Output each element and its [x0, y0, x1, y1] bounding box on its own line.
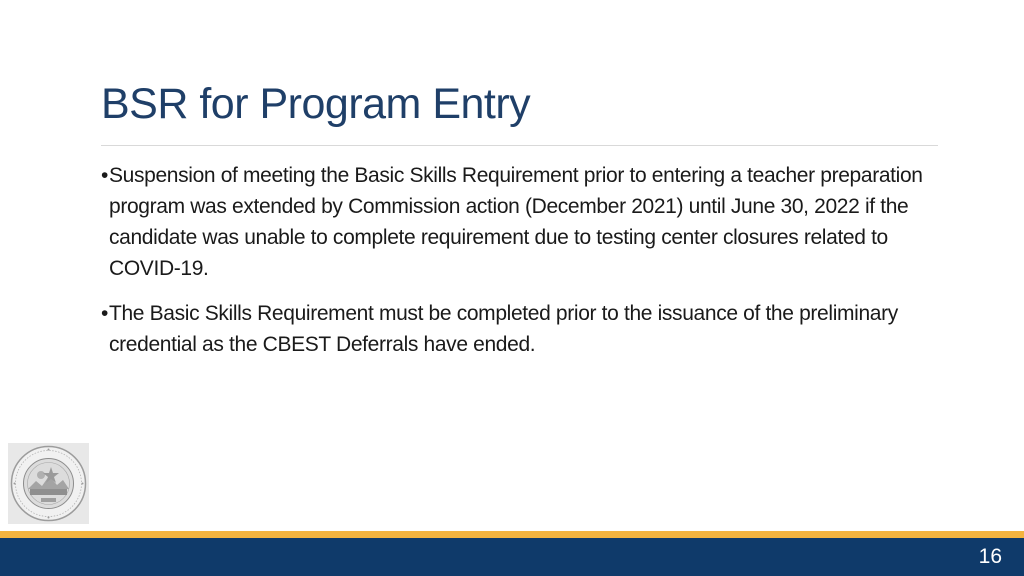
title-divider: [101, 145, 938, 146]
page-number: 16: [978, 545, 1002, 568]
slide-title: BSR for Program Entry: [101, 80, 531, 128]
footer-accent-stripe: [0, 531, 1024, 538]
footer-bar: [0, 538, 1024, 576]
bullet-list: [101, 160, 951, 374]
commission-seal-icon: [8, 443, 89, 524]
bullet-item-2: • The Basic Skills Requirement must be completed prior to the issuance of the preliminary credential as the CBEST Deferrals have ended.: [101, 298, 951, 360]
bullet-item-1: • Suspension of meeting the Basic Skills Requirement prior to entering a teacher preparation program was extended by Commission action (December 2021) until June 30, 2022 if the candidate was unable to complete requirement due to testing center closures related to COVID-19.: [101, 160, 951, 284]
